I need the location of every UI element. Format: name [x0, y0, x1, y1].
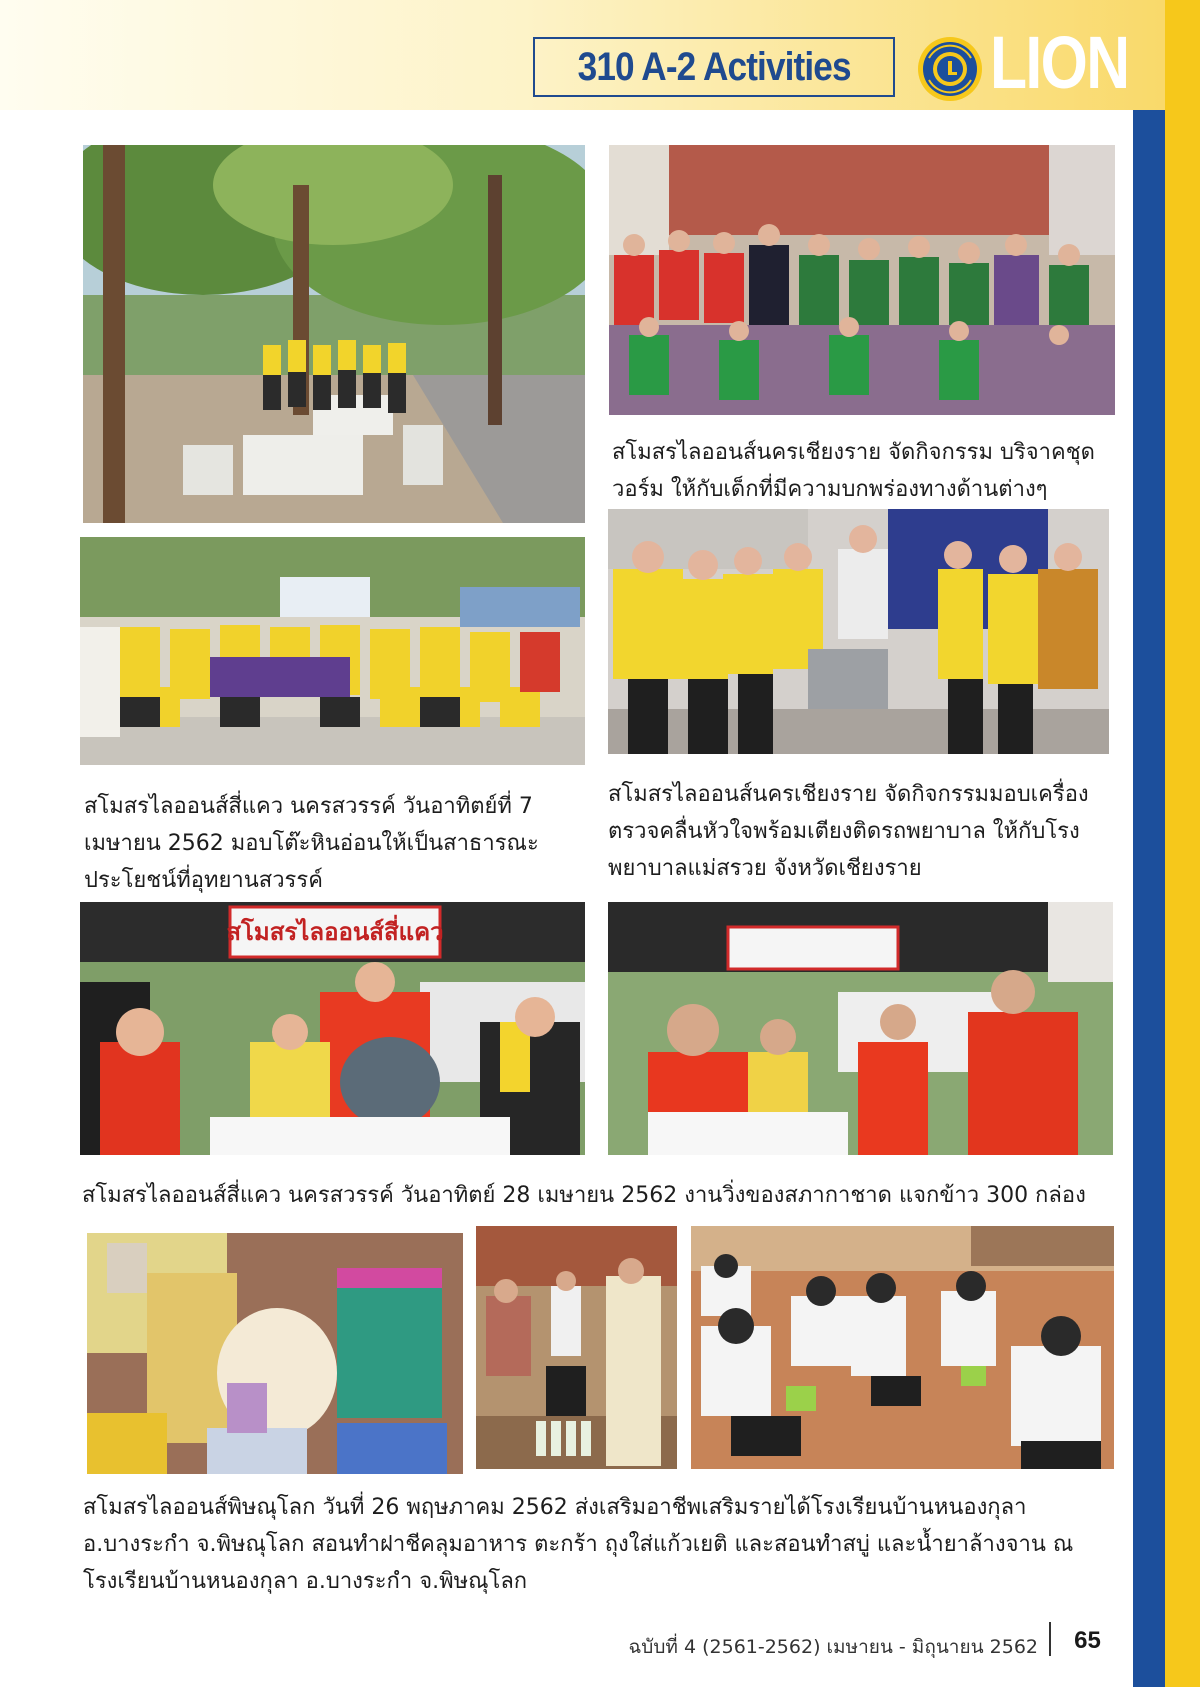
caption-silae-park-benches: สโมสรไลออนส์สี่แคว นครสวรรค์ วันอาทิตย์ที่ 7 เมษายน 2562 มอบโต๊ะหินอ่อนให้เป็นสาธารณะประโยชน์ที่อุทยานสวรรค์ — [84, 794, 539, 893]
photo-woven-baskets — [87, 1233, 463, 1474]
photo-hospital-donation — [608, 509, 1109, 754]
section-title-box — [533, 37, 895, 97]
caption-phitsanulok-school: สโมสรไลออนส์พิษณุโลก วันที่ 26 พฤษภาคม 2562 ส่งเสริมอาชีพเสริมรายได้โรงเรียนบ้านหนองกุลา อ.บางระกำ จ.พิษณุโลก สอนทำฝาชีคลุมอาหาร ตะกร้า ถุงใส่แก้วเยติ และสอนทำสบู่ และน้ำยาล้างจาน ณ โรงเรียนบ้านหนองกุลา อ.บางระกำ จ.พิษณุโลก — [83, 1495, 1074, 1594]
brand-wordmark: LION — [990, 21, 1129, 104]
photo-rice-distribution-left — [80, 902, 585, 1155]
photo-group-yellow-banner — [80, 537, 585, 765]
caption-chiangrai-hospital: สโมสรไลออนส์นครเชียงราย จัดกิจกรรมมอบเครื่องตรวจคลื่นหัวใจพร้อมเตียงติดรถพยาบาล ให้กับโรงพยาบาลแม่สรวย จังหวัดเชียงราย — [608, 782, 1089, 881]
photo-park-benches — [83, 145, 585, 523]
caption-silae-run-rice: สโมสรไลออนส์สี่แคว นครสวรรค์ วันอาทิตย์ 28 เมษายน 2562 งานวิ่งของสภากาชาด แจกข้าว 300 กล่อง — [82, 1183, 1086, 1208]
photo-group-children — [609, 145, 1115, 415]
photo-students-crafting — [691, 1226, 1114, 1469]
page-number: 65 — [1074, 1627, 1101, 1654]
banner-sign-text: สโมสรไลออนส์สี่แคว — [226, 918, 444, 946]
footer-divider — [1049, 1622, 1051, 1656]
photo-school-visit — [476, 1226, 677, 1469]
issue-info: ฉบับที่ 4 (2561-2562) เมษายน - มิถุนายน 2562 — [628, 1636, 1038, 1658]
photo-rice-distribution-right — [608, 902, 1113, 1155]
lions-club-emblem-icon — [917, 36, 983, 102]
caption-chiangrai-warm-clothes: สโมสรไลออนส์นครเชียงราย จัดกิจกรรม บริจาคชุดวอร์ม ให้กับเด็กที่มีความบกพร่องทางด้านต่างๆ — [612, 440, 1095, 502]
side-bar-blue — [1133, 110, 1165, 1687]
side-bar-yellow — [1165, 0, 1200, 1687]
section-title: 310 A-2 Activities — [577, 44, 851, 89]
